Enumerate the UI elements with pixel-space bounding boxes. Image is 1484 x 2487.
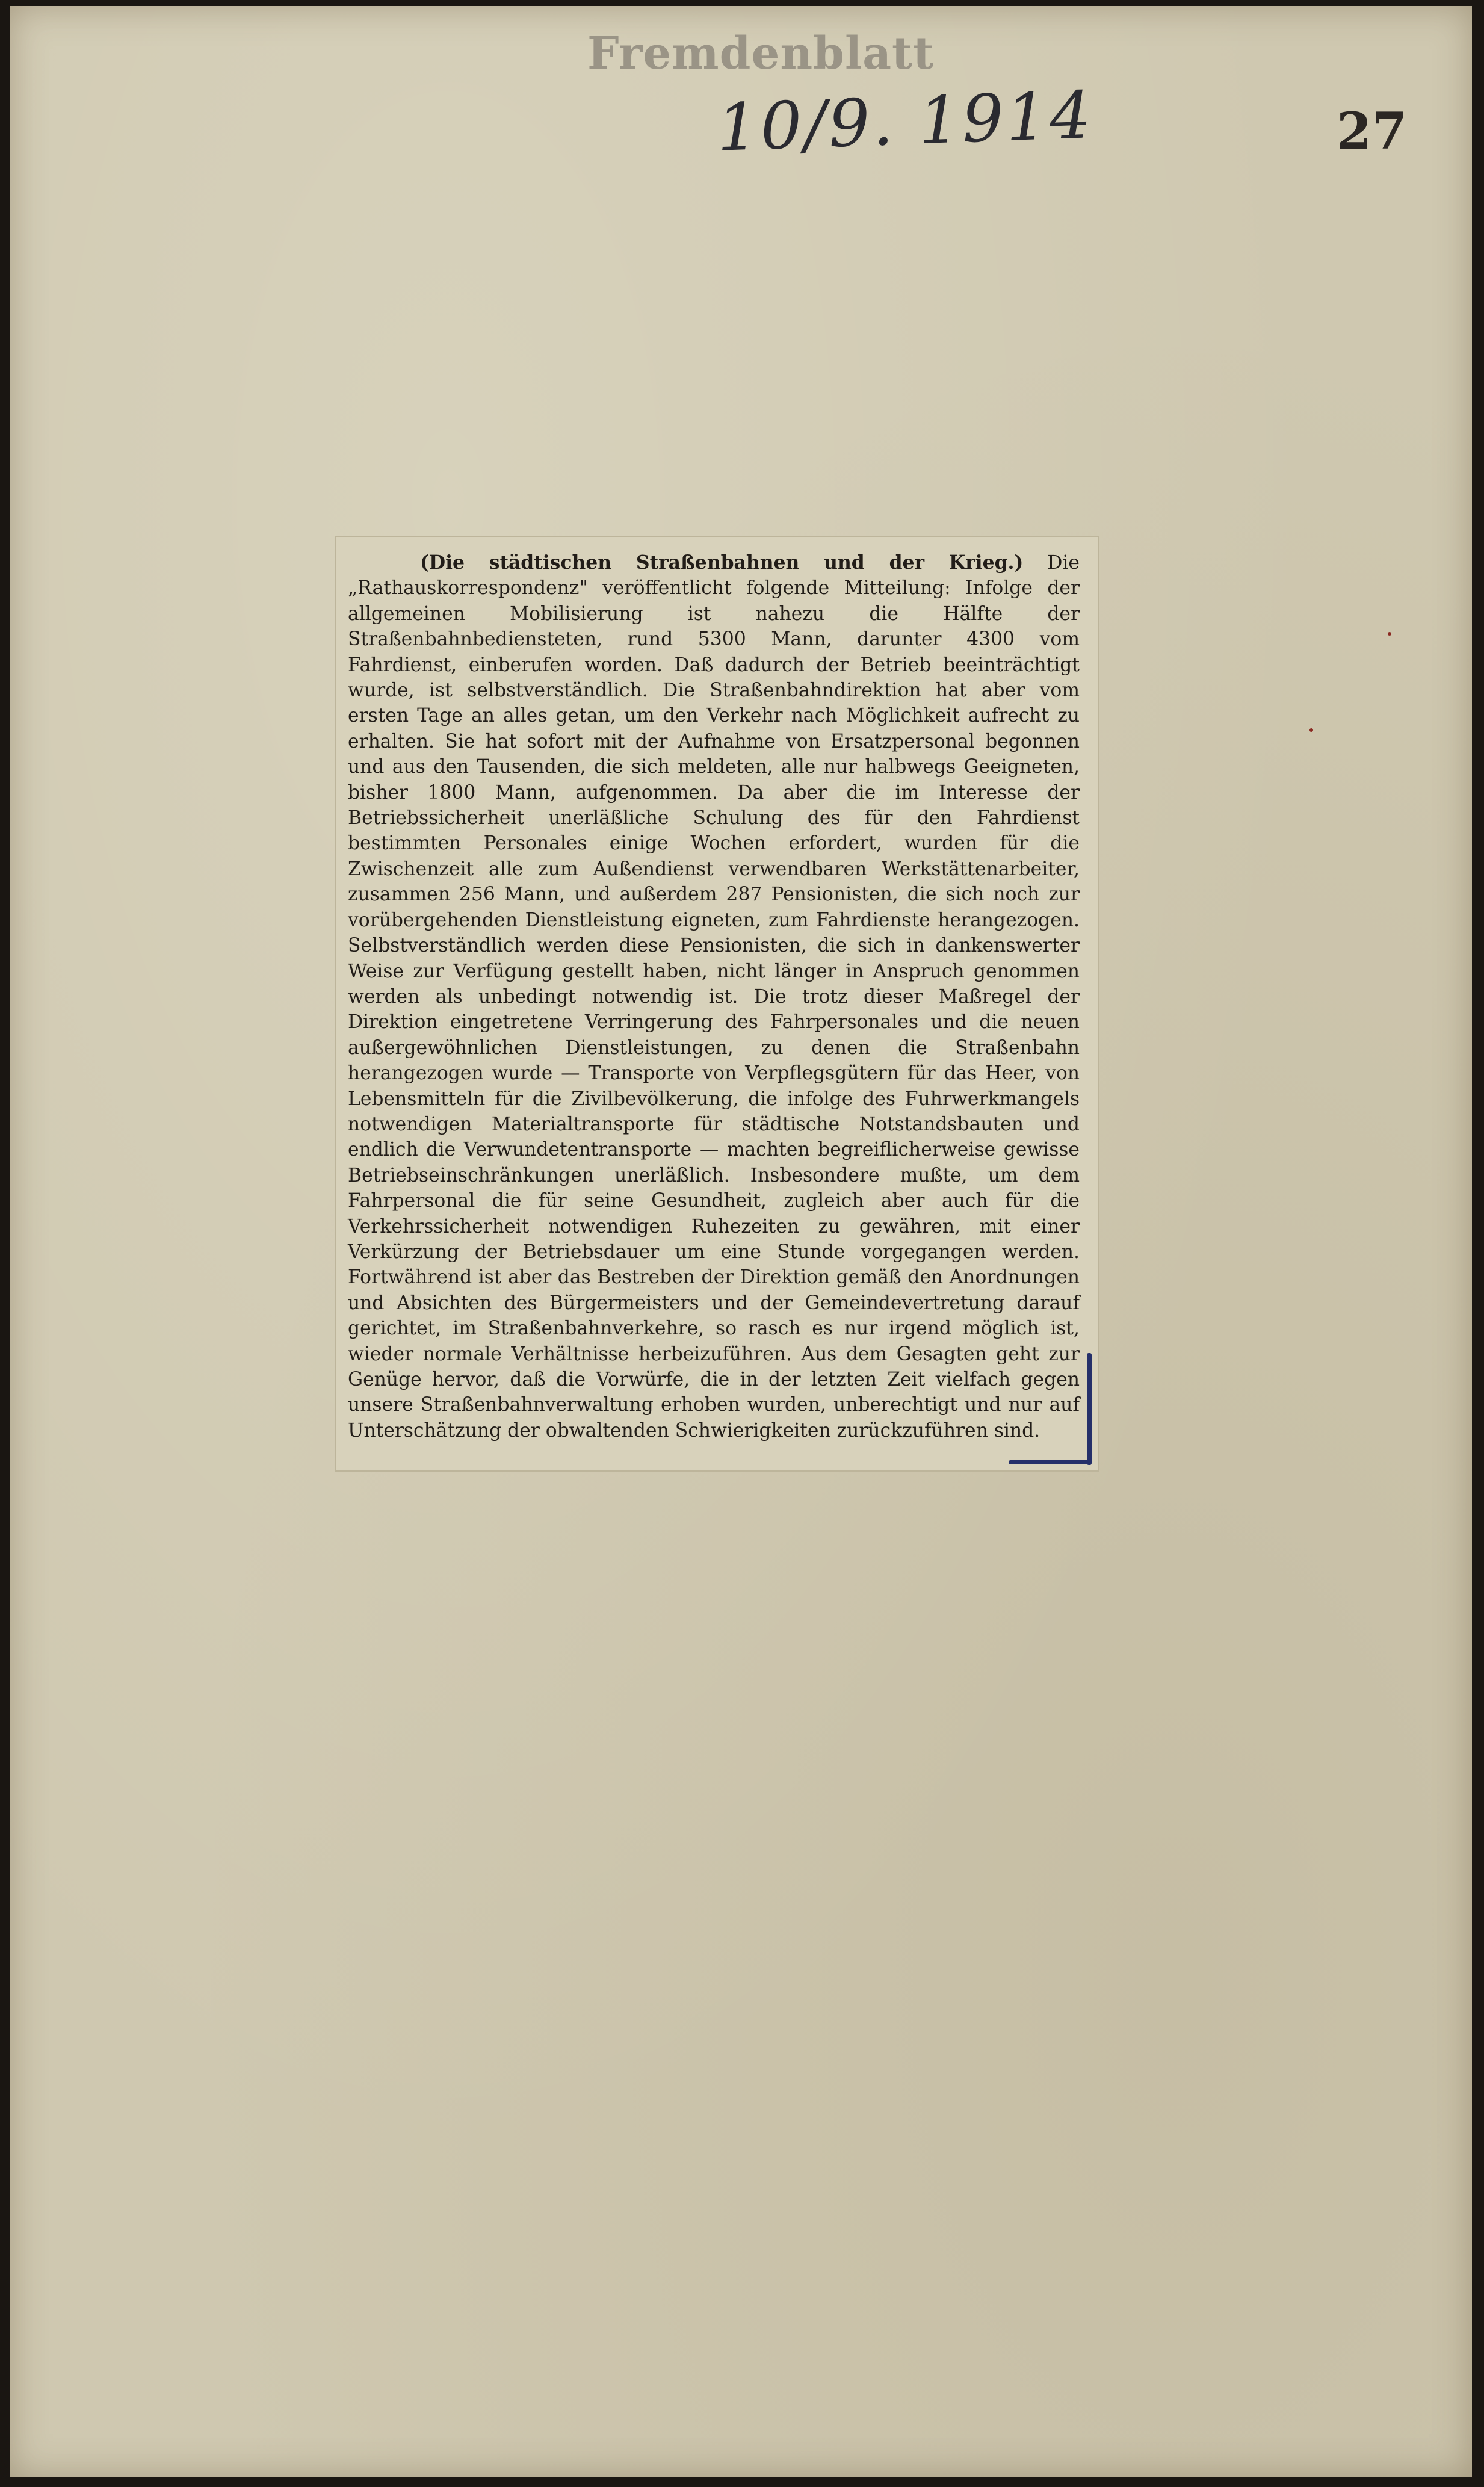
paper-speck: [1388, 632, 1391, 636]
blue-pencil-mark-vertical: [1087, 1353, 1092, 1465]
blue-pencil-mark-horizontal: [1009, 1460, 1092, 1464]
newspaper-clipping: [335, 536, 1099, 1472]
paper-speck: [1309, 728, 1313, 732]
archive-page: [10, 6, 1472, 2477]
article-text: [348, 550, 1080, 1443]
article-title: (Die städtischen Straßenbahnen und der Krieg.): [420, 552, 1024, 574]
page-number: 27: [1337, 101, 1407, 161]
handwritten-date: 10/9. 1914: [716, 78, 1095, 166]
newspaper-stamp: Fremdenblatt: [587, 28, 935, 79]
article-body: Die „Rathauskorrespondenz" veröffentlicht folgende Mitteilung: Infolge der allgemeinen Mobilisierung ist nahezu die Hälfte der Straßenbahnbediensteten, rund 5300 Mann, darunter 4300 vom Fahrdienst, einberufen worden. Daß dadurch der Betrieb beeinträchtigt wurde, ist selbstverständlich. Die Straßenbahndirektion hat aber vom ersten Tage an alles getan, um den Verkehr nach Möglichkeit aufrecht zu erhalten. Sie hat sofort mit der Aufnahme von Ersatzpersonal begonnen und aus den Tausenden, die sich meldeten, alle nur halbwegs Geeigneten, bisher 1800 Mann, aufgenommen. Da aber die im Interesse der Betriebssicherheit unerläßliche Schulung des für den Fahrdienst bestimmten Personales einige Wochen erfordert, wurden für die Zwischenzeit alle zum Außendienst verwendbaren Werkstättenarbeiter, zusammen 256 Mann, und außerdem 287 Pensionisten, die sich noch zur vorübergehenden Dienstleistung eigneten, zum Fahrdienste herangezogen. Selbstverständlich werden diese Pensionisten, die sich in dankenswerter Weise zur Verfügung gestellt haben, nicht länger in Anspruch genommen werden als unbedingt notwendig ist. Die trotz dieser Maßregel der Direktion eingetretene Verringerung des Fahrpersonales und die neuen außergewöhnlichen Dienstleistungen, zu denen die Straßenbahn herangezogen wurde — Transporte von Verpflegsgütern für das Heer, von Lebensmitteln für die Zivilbevölkerung, die infolge des Fuhrwerkmangels notwendigen Materialtransporte für städtische Notstandsbauten und endlich die Verwundetentransporte — machten begreiflicherweise gewisse Betriebseinschränkungen unerläßlich. Insbesondere mußte, um dem Fahrpersonal die für seine Gesundheit, zugleich aber auch für die Verkehrssicherheit notwendigen Ruhezeiten zu gewähren, mit einer Verkürzung der Betriebsdauer um eine Stunde vorgegangen werden. Fortwährend ist aber das Bestreben der Direktion gemäß den Anordnungen und Absichten des Bürgermeisters und der Gemeindevertretung darauf gerichtet, im Straßenbahnverkehre, so rasch es nur irgend möglich ist, wieder normale Verhältnisse herbeizuführen. Aus dem Gesagten geht zur Genüge hervor, daß die Vorwürfe, die in der letzten Zeit vielfach gegen unsere Straßenbahnverwaltung erhoben wurden, unberechtigt und nur auf Unterschätzung der obwaltenden Schwierigkeiten zurückzuführen sind.: [348, 552, 1080, 1442]
